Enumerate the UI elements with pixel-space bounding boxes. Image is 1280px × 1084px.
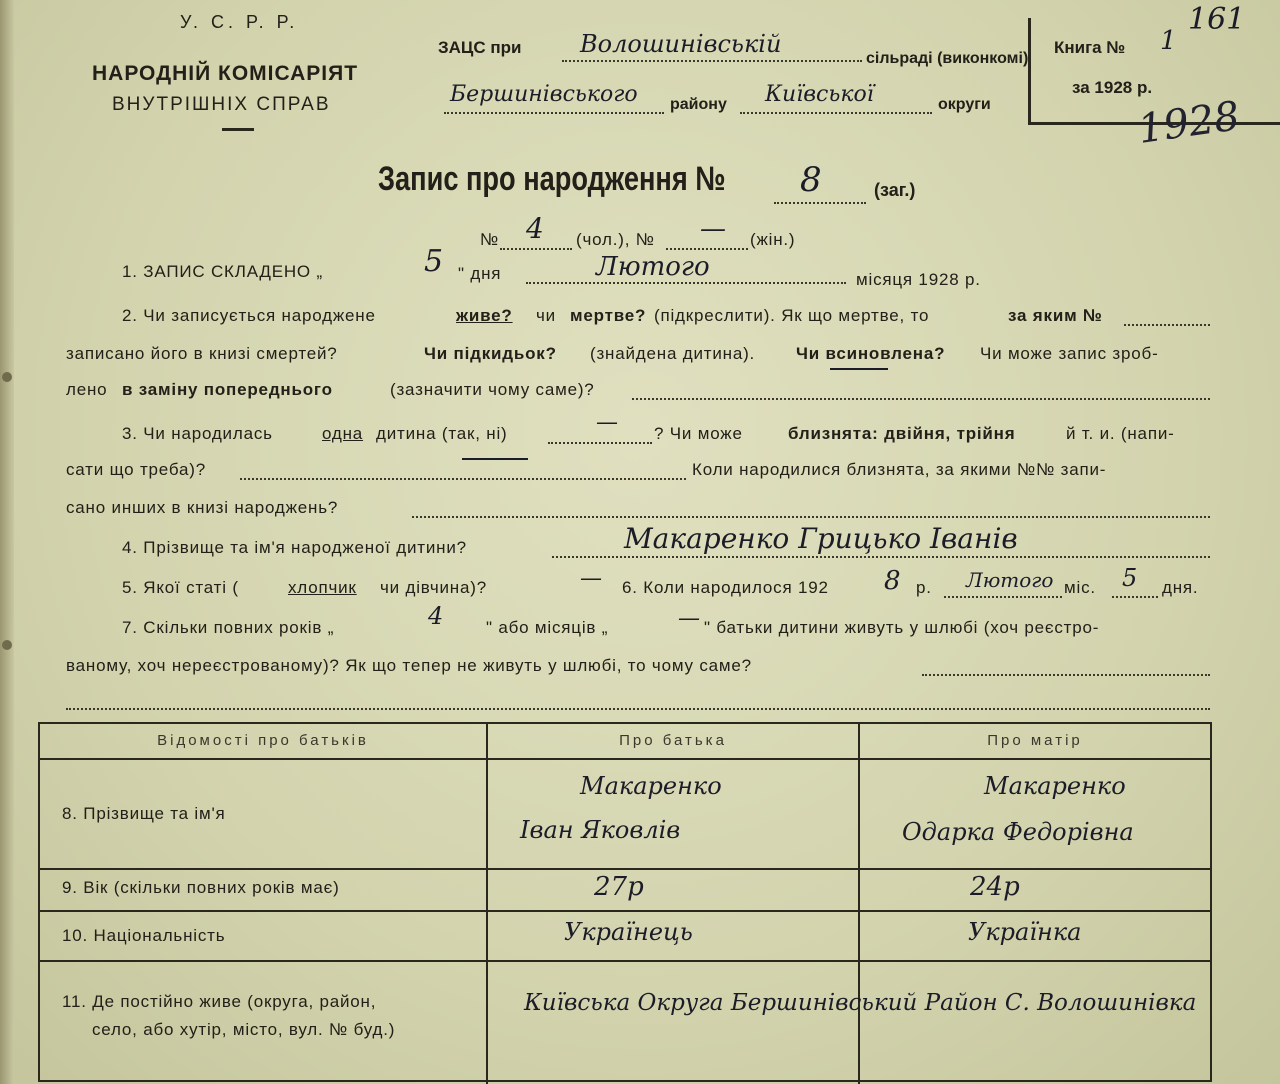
table-row-divider <box>40 960 1210 962</box>
q3-line2-b: Коли народилися близнята, за якими №№ запи- <box>692 460 1107 479</box>
q7-extra-line <box>66 708 1210 710</box>
q2-which-no-line <box>1124 324 1210 326</box>
q3-line1-a: 3. Чи народилась <box>122 424 273 443</box>
mother-nationality: Українка <box>968 918 1082 946</box>
book-year: за 1928 р. <box>1072 78 1153 97</box>
q1-day: 5 <box>424 244 444 279</box>
q7-reason-line <box>922 674 1210 676</box>
stamp-scribble: 1928 <box>1135 93 1243 153</box>
q1-month: Лютого <box>596 252 710 282</box>
q3-line3-a: сано инших в книзі народжень? <box>66 498 339 517</box>
okrug-label: округи <box>938 96 991 113</box>
district-label: району <box>670 96 727 113</box>
q3-one: одна <box>322 424 364 443</box>
q7-line1-b: " або місяців „ <box>486 618 609 637</box>
q7-line1-a: 7. Скільки повних років „ <box>122 618 335 637</box>
parents-table <box>38 722 1212 1082</box>
zags-label: ЗАЦС при <box>438 38 522 57</box>
q6-month: Лютого <box>966 568 1054 592</box>
q2-line1-c: (підкреслити). Як що мертве, то <box>654 306 930 325</box>
q1-day-label: " дня <box>458 264 502 283</box>
table-header-mother: Про матір <box>987 732 1083 749</box>
q3-mark <box>462 458 528 460</box>
record-suffix: (заг.) <box>874 180 916 200</box>
table-header-divider <box>40 758 1210 760</box>
row-residence-label-1: 11. Де постійно живе (округа, район, <box>62 992 377 1011</box>
commissariat-title: НАРОДНІЙ КОМІСАРІЯТ <box>92 62 359 85</box>
male-number-line <box>500 248 572 250</box>
q6-day-line <box>1112 596 1158 598</box>
q6-day-label: дня. <box>1162 578 1199 597</box>
q2-reason-line <box>632 398 1210 400</box>
male-number: 4 <box>526 212 544 245</box>
q1-month-line <box>526 282 846 284</box>
divider <box>222 128 254 131</box>
q4-label: 4. Прізвище та ім'я народженої дитини? <box>122 538 467 557</box>
female-number: — <box>700 214 726 244</box>
q2-line3-b: (зазначити чому саме)? <box>390 380 595 399</box>
commissariat-subtitle: ВНУТРІШНІХ СПРАВ <box>112 94 331 115</box>
record-title: Запис про народження № <box>378 160 726 198</box>
male-no-label: № <box>480 230 500 249</box>
record-number-line <box>774 202 866 204</box>
village-field-line <box>562 60 862 62</box>
table-column-divider <box>858 724 860 1084</box>
village-name: Волошинівській <box>580 30 782 58</box>
father-name: Іван Яковлів <box>520 816 681 844</box>
father-nationality: Українець <box>564 918 693 946</box>
q1-label: 1. ЗАПИС СКЛАДЕНО „ <box>122 262 323 281</box>
okrug-field-line <box>740 112 932 114</box>
book-number: 1 <box>1160 26 1177 56</box>
okrug-name: Київської <box>765 82 874 107</box>
table-row-divider <box>40 868 1210 870</box>
q5-label-b: чи дівчина)? <box>380 578 487 597</box>
table-header-parents: Відомості про батьків <box>157 732 369 749</box>
row-name-label: 8. Прізвище та ім'я <box>62 804 226 823</box>
q3-answer: — <box>596 410 618 435</box>
village-suffix: сільраді (виконкомі) <box>866 50 1029 67</box>
child-name: Макаренко Грицько Іванів <box>624 522 1018 555</box>
q6-month-line <box>944 596 1062 598</box>
row-age-label: 9. Вік (скільки повних років має) <box>62 878 340 897</box>
q6-month-label: міс. <box>1064 578 1096 597</box>
table-row-divider <box>40 910 1210 912</box>
q2-dead: мертве? <box>570 306 647 325</box>
q1-tail: місяця 1928 р. <box>856 270 981 289</box>
q3-line1-d: й т. и. (напи- <box>1066 424 1175 443</box>
table-column-divider <box>486 724 488 1084</box>
row-nationality-label: 10. Національність <box>62 926 226 945</box>
q4-answer-line <box>552 556 1210 558</box>
q2-foundling: Чи підкидьок? <box>424 344 557 363</box>
row-residence-label-2: село, або хутір, місто, вул. № буд.) <box>92 1020 396 1039</box>
q2-line2-a: записано його в книзі смертей? <box>66 344 338 363</box>
q6-year-digit: 8 <box>884 566 901 596</box>
father-age: 27р <box>594 872 644 902</box>
binding-hole <box>2 640 12 650</box>
book-label: Книга № <box>1054 38 1126 57</box>
q3-line1-c: ? Чи може <box>654 424 743 443</box>
q2-adopted-underline <box>830 368 888 370</box>
table-header-father: Про батька <box>619 732 727 749</box>
district-field-line <box>444 112 664 114</box>
q6-day: 5 <box>1122 564 1138 592</box>
q6-label: 6. Коли народилося 192 <box>622 578 829 597</box>
q7-years: 4 <box>428 602 444 630</box>
q2-adopted: Чи всиновлена? <box>796 344 946 363</box>
republic-label: У. С. Р. Р. <box>180 12 299 32</box>
residence: Київська Округа Бершинівський Район С. Волошинівка <box>524 990 1197 1016</box>
q7-line2: ваному, хоч нереєстрованому)? Як що тепер не живуть у шлюбі, то чому саме? <box>66 656 752 675</box>
mother-surname: Макаренко <box>984 772 1126 800</box>
q2-replace: в заміну попереднього <box>122 380 333 399</box>
father-surname: Макаренко <box>580 772 722 800</box>
record-number: 8 <box>800 160 822 200</box>
q3-which-line <box>240 478 686 480</box>
q2-line1-b: чи <box>536 306 556 325</box>
q3-line2-a: сати що треба)? <box>66 460 206 479</box>
q5-answer: — <box>580 566 602 591</box>
q5-boy: хлопчик <box>288 578 357 597</box>
q2-line2-b: (знайдена дитина). <box>590 344 756 363</box>
q2-alive: живе? <box>456 306 513 325</box>
binding-hole <box>2 372 12 382</box>
page-binding <box>0 0 14 1084</box>
q5-label-a: 5. Якої статі ( <box>122 578 239 597</box>
q7-months: — <box>678 606 700 631</box>
q3-records-line <box>412 516 1210 518</box>
q2-which-no: за яким № <box>1008 306 1103 325</box>
q3-line1-b: дитина (так, ні) <box>376 424 508 443</box>
mother-age: 24р <box>970 872 1020 902</box>
q3-answer-line <box>548 442 652 444</box>
q7-line1-c: " батьки дитини живуть у шлюбі (хоч реєстро- <box>704 618 1100 637</box>
q6-year-label: р. <box>916 578 932 597</box>
q3-twins: близнята: двійня, трійня <box>788 424 1016 443</box>
district-name: Бершинівського <box>450 82 638 107</box>
male-label: (чол.), № <box>576 230 655 249</box>
corner-number: 161 <box>1188 2 1246 37</box>
mother-name: Одарка Федорівна <box>902 818 1134 846</box>
q2-line1-a: 2. Чи записується народжене <box>122 306 376 325</box>
female-number-line <box>666 248 748 250</box>
q2-line3-a: лено <box>66 380 108 399</box>
female-label: (жін.) <box>750 230 796 249</box>
q2-line2-c: Чи може запис зроб- <box>980 344 1159 363</box>
